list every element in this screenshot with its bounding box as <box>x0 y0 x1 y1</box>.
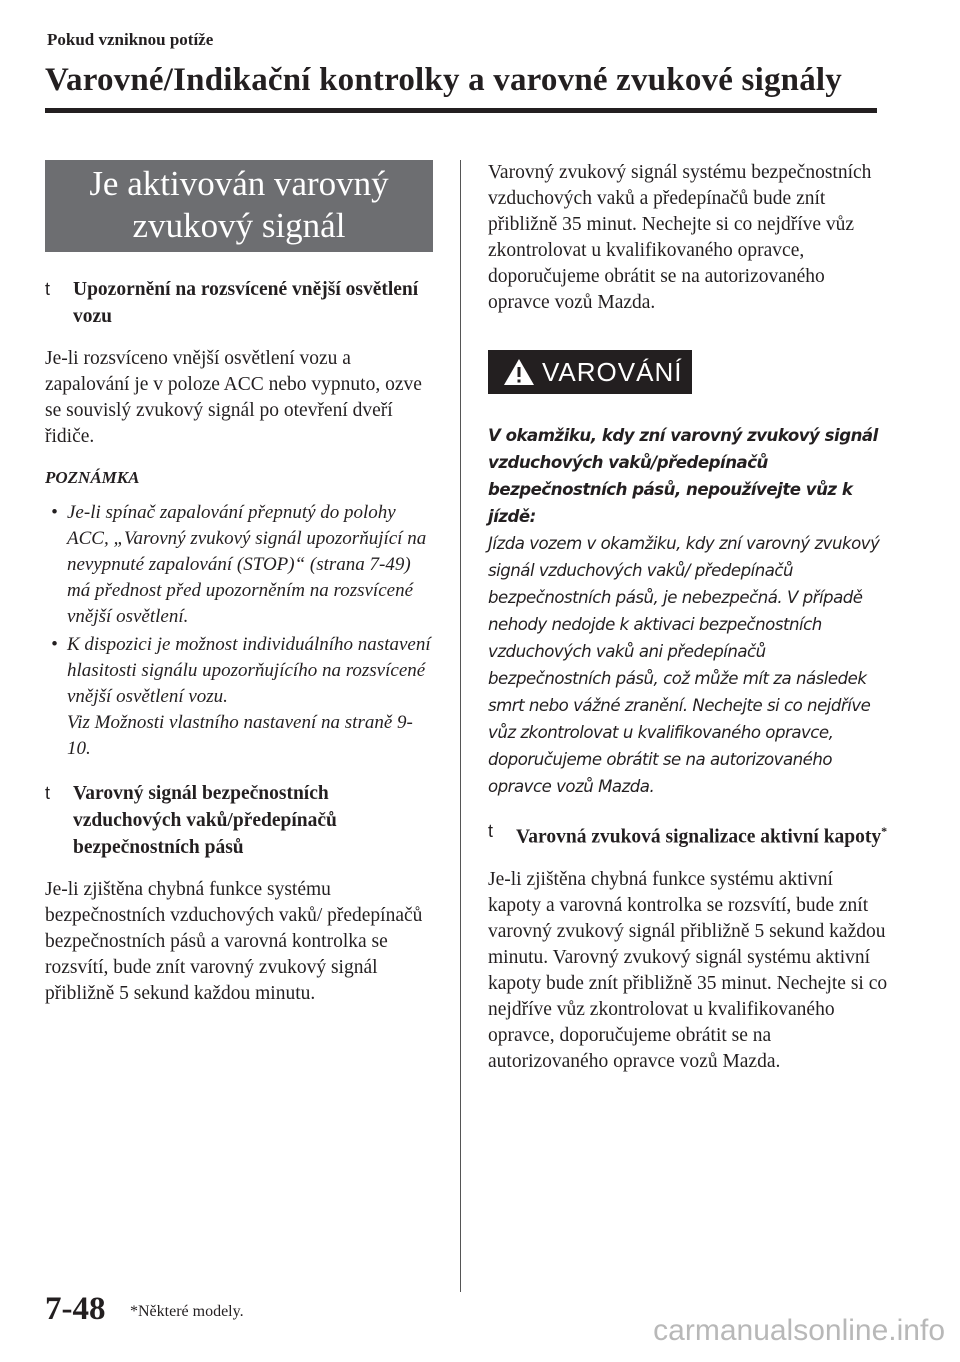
section-heading <box>45 160 433 252</box>
body-text: Je-li zjištěna chybná funkce systému bezpečnostních vzduchových vaků/ předepínačů bezpečnostních pásů a varovná kontrolka se rozsvítí, bude znít varovný zvukový signál přibližně 5 sekund každou minutu. <box>45 879 423 1004</box>
body-text: Varovný zvukový signál systému bezpečnostních vzduchových vaků a předepínačů bude znít přibližně 35 minut. Nechejte si co nejdříve vůz zkontrolovat u kvalifikovaného opravce, doporučujeme obrátit se na autorizovaného opravce vozů Mazda. <box>488 162 872 313</box>
subsection-airbag-warning <box>45 780 433 861</box>
header-rule <box>45 108 877 113</box>
warning-triangle-icon <box>502 357 536 387</box>
note-item <box>45 500 433 630</box>
right-column <box>488 160 888 1091</box>
chapter-title: Pokud vzniknou potíže <box>47 30 214 49</box>
section-heading-line1: Je aktivován varovný <box>89 164 389 203</box>
subsection-marker: t <box>45 279 51 299</box>
bullet: • <box>51 634 58 655</box>
section-heading-line2: zvukový signál <box>132 206 346 245</box>
warning-label: VAROVÁNÍ <box>542 356 683 387</box>
body-text: Je-li zjištěna chybná funkce systému aktivní kapoty a varovná kontrolka se rozsvítí, bude znít varovný zvukový signál přibližně 5 sekund každou minutu. Varovný zvukový signál systému aktivní kapoty bude znít přibližně 35 minut. Nechejte si co nejdříve vůz zkontrolovat u kvalifikovaného opravce, doporučujeme obrátit se na autorizovaného opravce vozů Mazda. <box>488 868 888 1072</box>
note-text: Je-li spínač zapalování přepnutý do polohy ACC, „Varovný zvukový signál upozorňující na nevypnuté zapalování (STOP)“ (strana 7-49) má přednost před upozorněním na rozsvícené vnější osvětlení. <box>67 502 427 627</box>
note-list <box>45 500 433 762</box>
warning-body: Jízda vozem v okamžiku, kdy zní varovný zvukový signál vzduchových vaků/ předepínačů bezpečnostních pásů, je nebezpečná. V případě nehody nedojde k aktivaci bezpečnostních vzduchových vaků ani předepínačů bezpečnostních pásů, což může mít za následek smrt nebo vážné zranění. Nechejte si co nejdříve vůz zkontrolovat u kvalifikovaného opravce, doporučujeme obrátit se na autorizovaného opravce vozů Mazda. <box>488 534 880 796</box>
column-divider <box>460 160 461 1292</box>
subsection-title: Varovný signál bezpečnostních vzduchových vaků/předepínačů bezpečnostních pásů <box>73 783 337 858</box>
subsection-marker: t <box>45 783 51 803</box>
watermark: carmanualsonline.info <box>653 1314 945 1347</box>
subsection-active-bonnet <box>488 818 888 851</box>
subsection-title: Upozornění na rozsvícené vnější osvětlení vozu <box>73 279 419 327</box>
warning-text <box>488 422 888 800</box>
page-title: Varovné/Indikační kontrolky a varovné zvukové signály <box>45 62 842 98</box>
left-column <box>45 160 433 1023</box>
footnote: *Některé modely. <box>130 1303 244 1320</box>
warning-badge <box>488 350 692 394</box>
warning-lead: V okamžiku, kdy zní varovný zvukový signál vzduchových vaků/předepínačů bezpečnostních pásů, nepoužívejte vůz k jízdě: <box>488 426 878 526</box>
subsection-title: Varovná zvuková signalizace aktivní kapoty <box>516 826 882 848</box>
bullet: • <box>51 502 58 523</box>
note-text: K dispozici je možnost individuálního nastavení hlasitosti signálu upozorňujícího na rozsvícené vnější osvětlení vozu. <box>67 634 431 707</box>
note-item <box>45 632 433 762</box>
subsection-marker: t <box>488 821 494 841</box>
footnote-star: * <box>881 824 888 838</box>
body-text: Je-li rozsvíceno vnější osvětlení vozu a zapalování je v poloze ACC nebo vypnuto, ozve se souvislý zvukový signál po otevření dveří řidiče. <box>45 348 422 447</box>
subsection-exterior-lights <box>45 276 433 330</box>
page-number: 7-48 <box>45 1291 106 1327</box>
note-title: POZNÁMKA <box>45 468 140 487</box>
note-reference: Viz Možnosti vlastního nastavení na straně 9-10. <box>67 712 413 759</box>
